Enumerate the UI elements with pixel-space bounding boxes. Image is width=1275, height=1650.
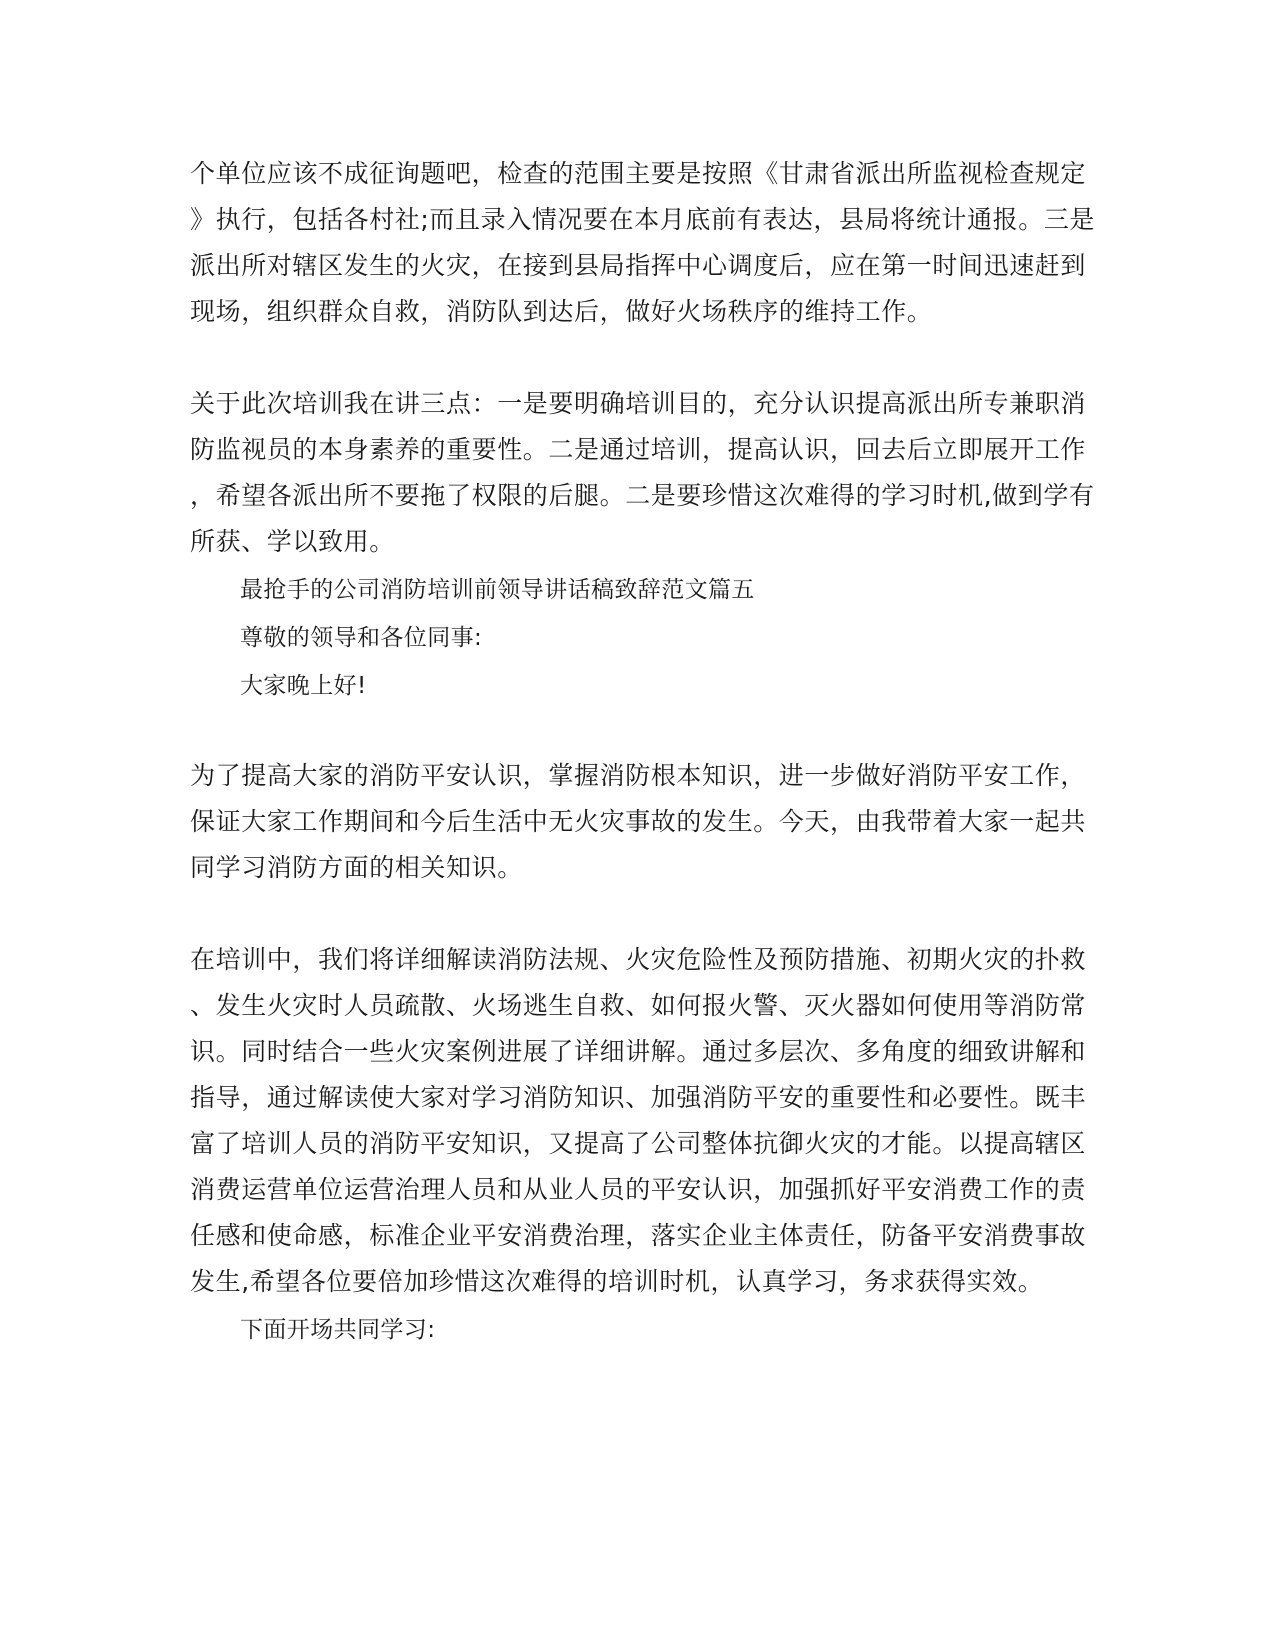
- salutation: 尊敬的领导和各位同事:: [240, 625, 483, 651]
- text-line: 识。同时结合一些火灾案例进展了详细讲解。通过多层次、多角度的细致讲解和: [190, 1037, 1087, 1066]
- text-line: 所获、学以致用。: [190, 527, 395, 556]
- text-line: 同学习消防方面的相关知识。: [190, 853, 523, 882]
- text-line: 发生,希望各位要倍加珍惜这次难得的培训时机，认真学习，务求获得实效。: [190, 1267, 1044, 1296]
- text-line: 防监视员的本身素养的重要性。二是通过培训，提高认识，回去后立即展开工作: [190, 435, 1087, 464]
- text-line: 指导，通过解读使大家对学习消防知识、加强消防平安的重要性和必要性。既丰: [190, 1083, 1087, 1112]
- greeting: 大家晚上好!: [240, 673, 367, 699]
- text-line: 保证大家工作期间和今后生活中无火灾事故的发生。今天，由我带着大家一起共: [190, 807, 1087, 836]
- text-line: 关于此次培训我在讲三点：一是要明确培训目的，充分认识提高派出所专兼职消: [190, 389, 1087, 418]
- text-line: ，希望各派出所不要拖了权限的后腿。二是要珍惜这次难得的学习时机,做到学有: [190, 481, 1095, 510]
- text-line: 在培训中，我们将详细解读消防法规、火灾危险性及预防措施、初期火灾的扑救: [190, 945, 1087, 974]
- text-line: 现场，组织群众自救，消防队到达后，做好火场秩序的维持工作。: [190, 297, 933, 326]
- text-line: 消费运营单位运营治理人员和从业人员的平安认识，加强抓好平安消费工作的责: [190, 1175, 1087, 1204]
- text-line: 为了提高大家的消防平安认识，掌握消防根本知识，进一步做好消防平安工作，: [190, 761, 1087, 790]
- text-line: 派出所对辖区发生的火灾，在接到县局指挥中心调度后，应在第一时间迅速赶到: [190, 251, 1087, 280]
- text-line: 》执行，包括各村社;而且录入情况要在本月底前有表达，县局将统计通报。三是: [190, 205, 1096, 234]
- text-line: 、发生火灾时人员疏散、火场逃生自救、如何报火警、灭火器如何使用等消防常: [190, 991, 1087, 1020]
- text-line: 个单位应该不成征询题吧，检查的范围主要是按照《甘肃省派出所监视检查规定: [190, 159, 1087, 188]
- text-line: 任感和使命感，标准企业平安消费治理，落实企业主体责任，防备平安消费事故: [190, 1221, 1087, 1250]
- text-line: 富了培训人员的消防平安知识，又提高了公司整体抗御火灾的才能。以提高辖区: [190, 1129, 1087, 1158]
- section-heading: 最抢手的公司消防培训前领导讲话稿致辞范文篇五: [240, 577, 755, 603]
- closing-line: 下面开场共同学习:: [240, 1317, 436, 1343]
